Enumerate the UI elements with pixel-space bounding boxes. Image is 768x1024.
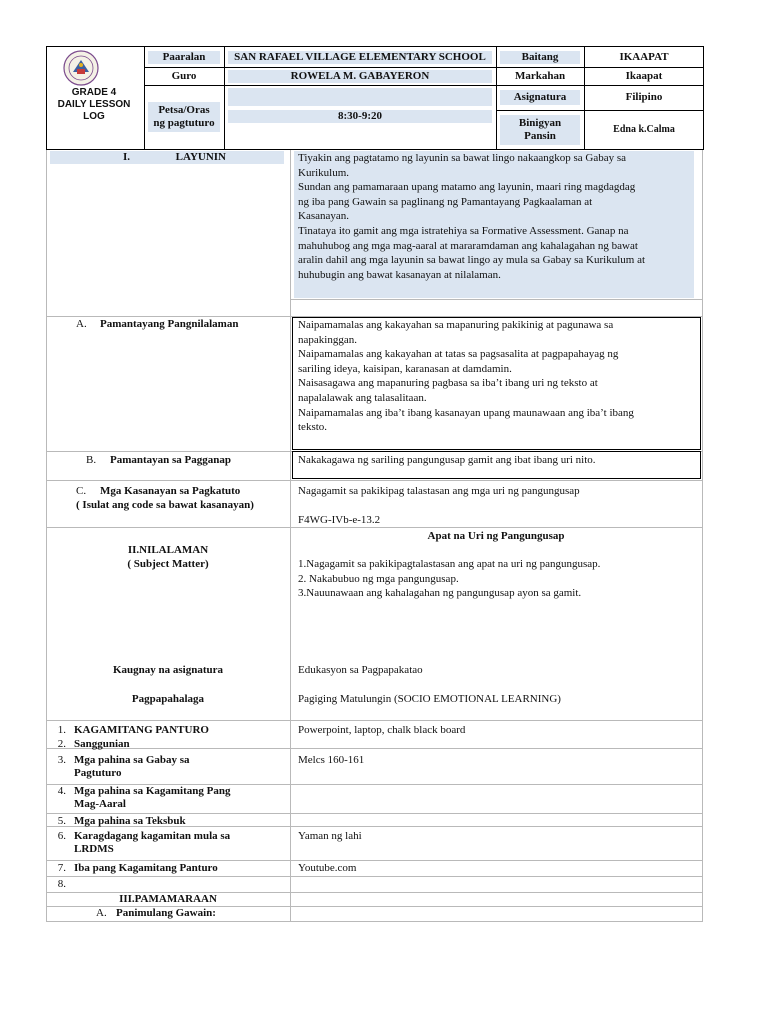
list-item <box>74 754 286 780</box>
layunin-text <box>298 151 698 282</box>
pamamaraan-label: III.PAMAMARAAN <box>119 893 217 905</box>
binigyan-label-line1: Binigyan <box>518 117 562 129</box>
pangnilalaman-line: sariling ideya, kaisipan, karanasan at damdamin. <box>298 362 512 375</box>
list-number: 5. <box>57 815 66 827</box>
pangnilalaman-num: A. <box>76 318 87 330</box>
layunin-title: LAYUNIN <box>175 151 226 163</box>
layunin-line: Kurikulum. <box>298 166 350 179</box>
binigyan-label <box>500 115 580 145</box>
kaugnay-label: Kaugnay na asignatura <box>112 664 224 676</box>
kasanayan-num: C. <box>76 485 87 497</box>
list-item-value: Melcs 160-161 <box>298 754 365 766</box>
kasanayan-code: F4WG-IVb-e-13.2 <box>298 514 381 526</box>
layunin-label <box>50 151 284 164</box>
layunin-num: I. <box>122 151 130 163</box>
nilalaman-label: II.NILALAMAN <box>127 544 209 556</box>
layunin-line: Tinataya ito gamit ang mga istratehiya sa Formative Assessment. Ganap na <box>298 224 629 237</box>
markahan-label: Markahan <box>514 70 566 82</box>
list-item-value: Yaman ng lahi <box>298 830 362 842</box>
list-item-label: Mga pahina sa Kagamitang Pang <box>74 785 231 797</box>
list-item: KAGAMITANG PANTURO <box>74 724 209 736</box>
markahan-value: Ikaapat <box>625 70 663 82</box>
list-number: 7. <box>57 862 66 874</box>
deped-seal-icon <box>58 50 104 86</box>
nilalaman-title: Apat na Uri ng Pangungusap <box>427 530 565 542</box>
list-item: Iba pang Kagamitang Panturo <box>74 862 218 874</box>
pangnilalaman-line: Naisasagawa ang mapanuring pagbasa sa iba’t ibang uri ng teksto at <box>298 377 598 390</box>
pagpapahalaga-value: Pagiging Matulungin (SOCIO EMOTIONAL LEARNING) <box>298 693 561 705</box>
panimulang-num: A. <box>96 907 107 919</box>
grade-label: GRADE 4 <box>71 87 117 98</box>
list-item-label-cont: Pagtuturo <box>74 767 122 779</box>
pangnilalaman-label <box>76 318 286 331</box>
layunin-line: ng iba pang Gawain sa paglinang ng Pamantayang Pagkaalaman at <box>298 195 593 208</box>
list-item-label: Karagdagang kagamitan mula sa <box>74 830 231 842</box>
pangnilalaman-line: napakinggan. <box>298 333 357 346</box>
kasanayan-text: Nagagamit sa pakikipag talastasan ang mga uri ng pangungusap <box>298 485 580 497</box>
oras-value: 8:30-9:20 <box>228 110 492 123</box>
list-item <box>74 785 286 811</box>
pagganap-text: Nakakagawa ng sariling pangungusap gamit ang ibat ibang uri nito. <box>298 454 596 466</box>
pagganap-title: Pamantayan sa Pagganap <box>110 454 232 466</box>
petsa-label <box>148 102 220 132</box>
list-item <box>74 830 286 856</box>
pagganap-num: B. <box>86 454 97 466</box>
list-number: 1. <box>57 724 66 736</box>
petsa-label-line1: Petsa/Oras <box>158 104 210 116</box>
binigyan-value: Edna k.Calma <box>613 124 675 135</box>
panimulang-title: Panimulang Gawain: <box>116 907 216 919</box>
layunin-line: aralin dahil ang mga layunin sa bawat lingo ay mula sa Gabay sa Kurikulum at <box>298 254 646 267</box>
petsa-label-line2: ng pagtuturo <box>153 117 215 129</box>
pagpapahalaga-label: Pagpapahalaga <box>131 693 205 705</box>
kasanayan-sublabel: ( Isulat ang code sa bawat kasanayan) <box>76 499 254 511</box>
guro-label: Guro <box>171 70 197 82</box>
kasanayan-title: Mga Kasanayan sa Pagkatuto <box>100 485 241 497</box>
kasanayan-label <box>76 485 288 498</box>
date-blank-band <box>228 88 492 106</box>
pangnilalaman-line: Naipamamalas ang kakayahan sa mapanuring pakikinig at pagunawa sa <box>298 319 614 331</box>
nilalaman-item: 1.Nagagamit sa pakikipagtalastasan ang apat na uri ng pangungusap. <box>298 558 601 570</box>
log-label: LOG <box>83 111 105 122</box>
binigyan-label-line2: Pansin <box>524 130 556 142</box>
guro-value: ROWELA M. GABAYERON <box>228 70 492 83</box>
list-number: 8. <box>57 878 66 890</box>
pangnilalaman-line: Naipamamalas ang iba’t ibang kasanayan upang maunawaan ang iba’t ibang <box>298 406 634 419</box>
pangnilalaman-line: Naipamamalas ang kakayahan at tatas sa pagsasalita at pagpapahayag ng <box>298 348 619 361</box>
layunin-line: huhubugin ang bawat kasanayan at nilalaman. <box>298 268 501 281</box>
daily-lesson-label: DAILY LESSON <box>57 99 131 110</box>
pangnilalaman-line: napalalawak ang talasalitaan. <box>298 391 427 404</box>
grade-title <box>48 87 140 123</box>
layunin-line: Sundan ang pamamaraan upang matamo ang layunin, maari ring magdagdag <box>298 181 636 194</box>
paaralan-label: Paaralan <box>148 51 220 64</box>
list-item-label-cont: LRDMS <box>74 843 114 855</box>
list-item-value: Powerpoint, laptop, chalk black board <box>298 724 466 736</box>
list-number: 6. <box>57 830 66 842</box>
pangnilalaman-title: Pamantayang Pangnilalaman <box>100 318 239 330</box>
list-item-label: Mga pahina sa Gabay sa <box>74 754 190 766</box>
list-item: Sanggunian <box>74 738 130 750</box>
layunin-line: mahuhubog ang mga mag-aaral at mararamdaman ang kahalagahan ng bawat <box>298 239 638 252</box>
nilalaman-item: 2. Nakabubuo ng mga pangungusap. <box>298 572 459 585</box>
nilalaman-item: 3.Nauunawaan ang kahalagahan ng pangungusap ayon sa gamit. <box>298 587 582 600</box>
paaralan-value: SAN RAFAEL VILLAGE ELEMENTARY SCHOOL <box>228 51 492 64</box>
layunin-line: Tiyakin ang pagtatamo ng layunin sa bawat lingo nakaangkop sa Gabay sa <box>298 152 626 164</box>
asignatura-value: Filipino <box>625 91 663 103</box>
pangnilalaman-line: teksto. <box>298 421 328 434</box>
kaugnay-value: Edukasyon sa Pagpapakatao <box>298 664 423 676</box>
baitang-value: IKAAPAT <box>619 51 669 63</box>
baitang-label: Baitang <box>500 51 580 64</box>
panimulang-gawain-label <box>96 907 286 920</box>
list-number: 3. <box>57 754 66 766</box>
layunin-line: Kasanayan. <box>298 210 350 223</box>
list-number: 2. <box>57 738 66 750</box>
list-item-value: Youtube.com <box>298 862 357 874</box>
pangnilalaman-text <box>298 318 698 435</box>
list-number: 4. <box>57 785 66 797</box>
list-item-label-cont: Mag-Aaral <box>74 798 126 810</box>
pagganap-label <box>86 454 286 467</box>
list-item: Mga pahina sa Teksbuk <box>74 815 186 827</box>
asignatura-label: Asignatura <box>500 90 580 105</box>
nilalaman-items <box>298 557 698 601</box>
nilalaman-sublabel: ( Subject Matter) <box>127 558 209 570</box>
